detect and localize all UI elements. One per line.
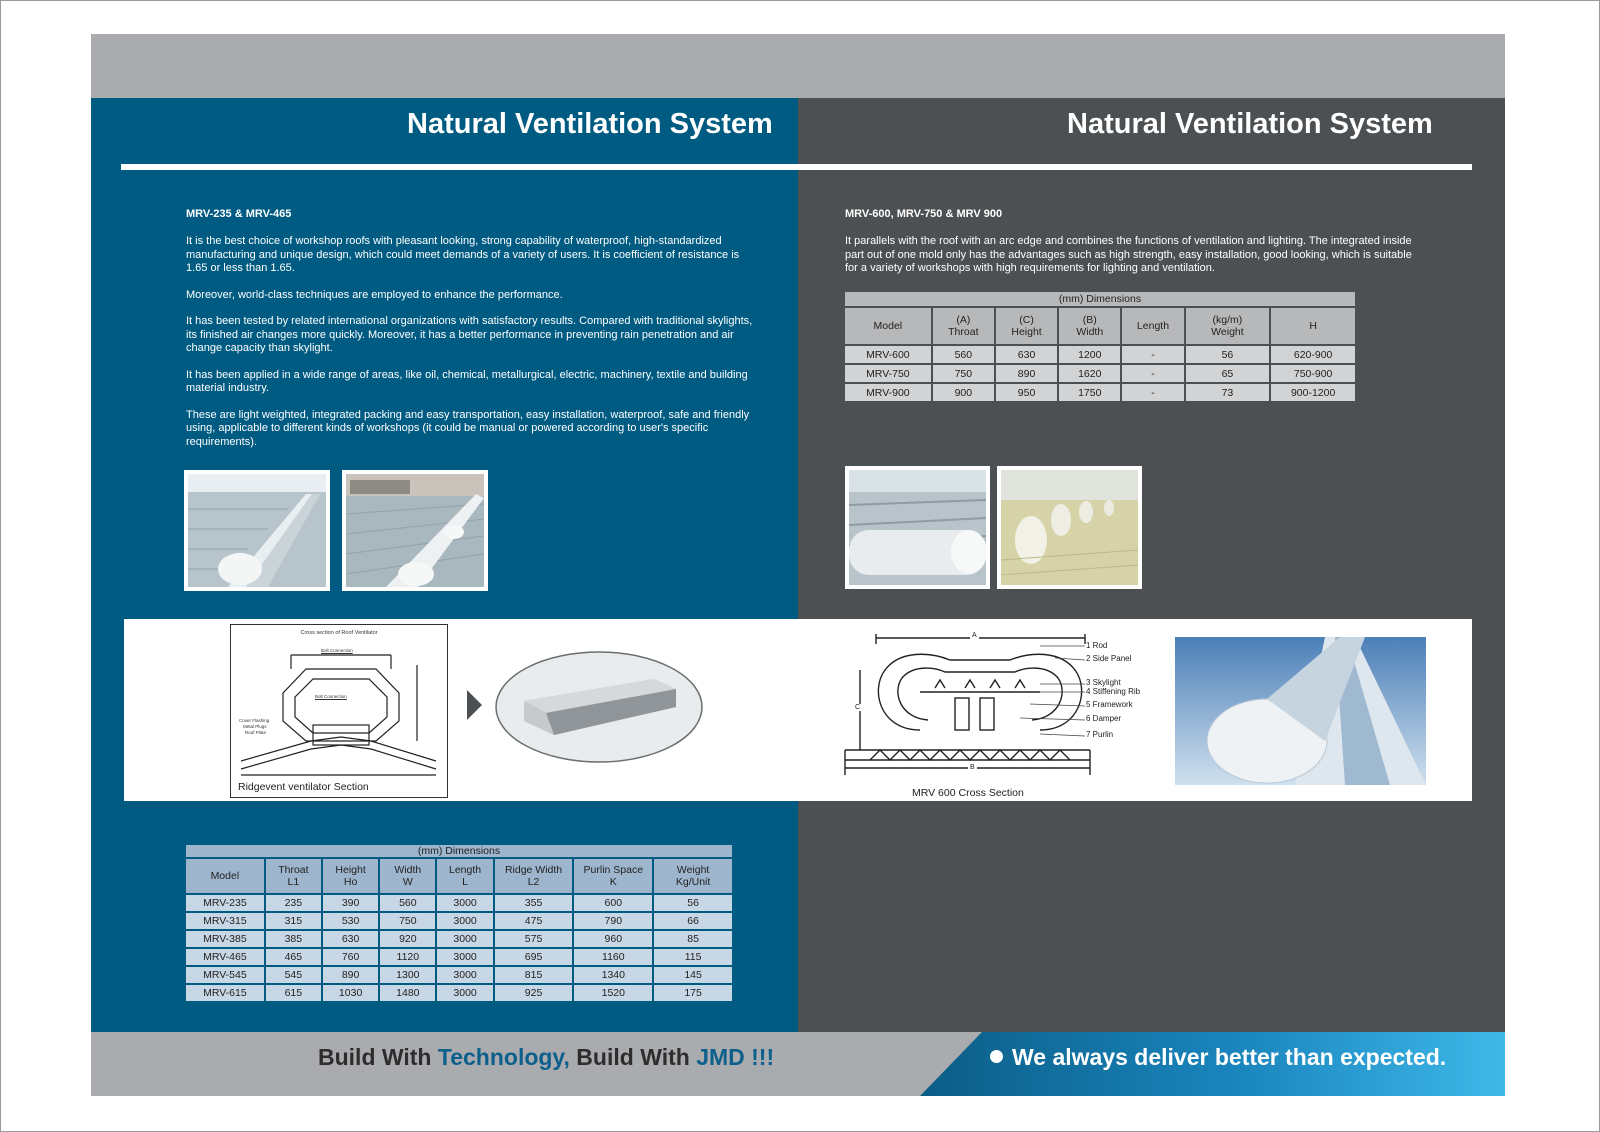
table-cell: 175 <box>654 985 732 1001</box>
header-line: L <box>462 876 468 888</box>
part-label: 2 Side Panel <box>1086 654 1132 663</box>
arrow-icon <box>467 690 482 720</box>
table-header <box>845 308 931 344</box>
table-row <box>186 931 732 947</box>
table-cell: 65 <box>1186 365 1270 382</box>
left-paragraph: It has been tested by related international organizations with satisfactory results. Compared with traditional skylights, its finished air changes more quickly. Moreover, it has a better performance in preventing rain penetration and air change capacity than skylight. <box>186 315 753 354</box>
table-cell: 760 <box>323 949 378 965</box>
header-line: Weight <box>676 864 710 876</box>
table-header <box>1271 308 1355 344</box>
table-row <box>845 384 1355 401</box>
table-header <box>380 859 435 893</box>
table-cell: 3000 <box>437 913 492 929</box>
table-cell: 530 <box>323 913 378 929</box>
dimension-label: C <box>855 704 861 711</box>
header-line: Ridge Width <box>504 864 563 876</box>
table-row <box>186 895 732 911</box>
table-row <box>845 365 1355 382</box>
table-cell: 815 <box>495 967 573 983</box>
table-cell: 600 <box>574 895 652 911</box>
diagram-label: Bolt Connection <box>315 694 347 699</box>
left-paragraph: It has been applied in a wide range of areas, like oil, chemical, metallurgical, electric, machinery, textile and building material industry. <box>186 368 748 394</box>
header-line: Height <box>1011 326 1042 338</box>
header-line: Width <box>394 864 422 876</box>
table-cell: 355 <box>495 895 573 911</box>
table-cell: 66 <box>654 913 732 929</box>
slogan-part: Build With <box>569 1044 697 1070</box>
table-cell: MRV-750 <box>845 365 931 382</box>
slogan-part: Technology, <box>437 1044 570 1070</box>
table-cell: 315 <box>266 913 321 929</box>
table-cell: 1120 <box>380 949 435 965</box>
table-header <box>1059 308 1120 344</box>
diagram-label: Metal Plugs <box>243 724 267 729</box>
part-label: 1 Rod <box>1086 641 1108 650</box>
table-cell: 1160 <box>574 949 652 965</box>
table-header <box>1122 308 1183 344</box>
table-cell: 900 <box>933 384 994 401</box>
part-label: 3 Skylight <box>1086 678 1121 687</box>
header-line: (B) <box>1082 314 1097 326</box>
table-cell: 615 <box>266 985 321 1001</box>
table-cell: 630 <box>323 931 378 947</box>
table-cell: 790 <box>574 913 652 929</box>
diagram-label: Roof Plate <box>245 730 267 735</box>
ridge-ventilator-render <box>494 651 704 764</box>
header-line: W <box>402 876 413 888</box>
header-line: Width <box>1076 326 1104 338</box>
mrv-skylight-render <box>1175 637 1426 785</box>
header-line: H <box>1309 320 1317 332</box>
table-cell: 385 <box>266 931 321 947</box>
left-paragraph: It is the best choice of workshop roofs with pleasant looking, strong capability of waterproof, high-standardized manufacturing and unique design, which could meet demands of a variety of users. It is coefficient of resistance is 1.65 or less than 1.65. <box>186 235 740 274</box>
diagram-label: Bolt Connection <box>321 648 353 653</box>
table-header <box>495 859 573 893</box>
table-group-header: (mm) Dimensions <box>186 845 732 857</box>
diagram-caption: Ridgevent ventilator Section <box>238 781 369 793</box>
table-header <box>266 859 321 893</box>
table-cell: 750 <box>380 913 435 929</box>
table-cell: - <box>1122 365 1183 382</box>
left-spec-table <box>184 843 734 1003</box>
table-cell: 1300 <box>380 967 435 983</box>
ventilator-closeup-photo <box>845 466 990 589</box>
table-cell: 630 <box>996 346 1057 363</box>
footer-tagline <box>990 1044 1446 1071</box>
table-cell: MRV-900 <box>845 384 931 401</box>
dimension-label: B <box>970 764 975 771</box>
mrv600-section-diagram <box>840 630 1160 800</box>
table-header <box>996 308 1057 344</box>
table-cell: 56 <box>1186 346 1270 363</box>
table-header <box>323 859 378 893</box>
header-line: (A) <box>956 314 971 326</box>
table-cell: - <box>1122 384 1183 401</box>
dimension-label: A <box>972 632 977 639</box>
table-cell: 1520 <box>574 985 652 1001</box>
ridgevent-section-diagram <box>230 624 448 798</box>
part-label: 5 Framework <box>1086 700 1133 709</box>
table-cell: MRV-235 <box>186 895 264 911</box>
table-cell: 235 <box>266 895 321 911</box>
table-header <box>574 859 652 893</box>
table-header <box>654 859 732 893</box>
table-cell: 475 <box>495 913 573 929</box>
header-line: Model <box>873 320 903 332</box>
roof-ventilators-photo <box>342 470 488 591</box>
table-cell: MRV-615 <box>186 985 264 1001</box>
header-line: Ho <box>343 876 358 888</box>
part-label: 7 Purlin <box>1086 730 1114 739</box>
header-line: Weight <box>1211 326 1244 338</box>
table-cell: 750 <box>933 365 994 382</box>
left-title: Natural Ventilation System <box>407 108 773 140</box>
table-cell: 890 <box>996 365 1057 382</box>
table-cell: 115 <box>654 949 732 965</box>
table-header <box>186 859 264 893</box>
left-paragraph: Moreover, world-class techniques are employed to enhance the performance. <box>186 288 563 301</box>
left-subtitle: MRV-235 & MRV-465 <box>186 208 292 220</box>
table-cell: 1750 <box>1059 384 1120 401</box>
table-cell: 890 <box>323 967 378 983</box>
table-row <box>845 346 1355 363</box>
table-cell: 950 <box>996 384 1057 401</box>
table-cell: 750-900 <box>1271 365 1355 382</box>
table-cell: 920 <box>380 931 435 947</box>
table-cell: MRV-600 <box>845 346 931 363</box>
table-cell: 3000 <box>437 931 492 947</box>
table-cell: 3000 <box>437 985 492 1001</box>
right-spec-table <box>843 290 1357 403</box>
table-header <box>437 859 492 893</box>
header-line: Throat <box>948 326 979 338</box>
table-cell: 960 <box>574 931 652 947</box>
right-title: Natural Ventilation System <box>1067 108 1433 140</box>
left-description <box>186 235 754 462</box>
header-line: (kg/m) <box>1212 314 1243 326</box>
table-cell: 3000 <box>437 949 492 965</box>
table-cell: 1620 <box>1059 365 1120 382</box>
header-line: Purlin Space <box>583 864 644 876</box>
right-subtitle: MRV-600, MRV-750 & MRV 900 <box>845 208 1003 220</box>
table-cell: 695 <box>495 949 573 965</box>
top-band <box>91 34 1505 98</box>
ridge-ventilator-photo <box>184 470 330 591</box>
header-line: Length <box>449 864 482 876</box>
table-cell: 575 <box>495 931 573 947</box>
table-cell: MRV-465 <box>186 949 264 965</box>
table-cell: 900-1200 <box>1271 384 1355 401</box>
diagram-title: Cross section of Roof Ventilator <box>300 630 378 636</box>
slogan-part: Build With <box>318 1044 438 1070</box>
right-paragraph: It parallels with the roof with an arc edge and combines the functions of ventilation and lighting. The integrated inside part out of one mold only has the advantages such as high strength, easy installation, good looking, which is suitable for a variety of workshops with high requirements for lighting and ventilation. <box>845 235 1412 274</box>
table-cell: 1480 <box>380 985 435 1001</box>
table-cell: 1200 <box>1059 346 1120 363</box>
table-header <box>933 308 994 344</box>
table-group-header: (mm) Dimensions <box>845 292 1355 306</box>
table-row <box>186 913 732 929</box>
header-line: Kg/Unit <box>675 876 711 888</box>
table-cell: 560 <box>933 346 994 363</box>
table-cell: 73 <box>1186 384 1270 401</box>
left-paragraph: These are light weighted, integrated packing and easy transportation, easy installation, waterproof, safe and friendly using, applicable to different kinds of workshops (it could be manual or powered according to user's specific requirements). <box>186 408 750 448</box>
table-cell: 545 <box>266 967 321 983</box>
diagram-caption: MRV 600 Cross Section <box>912 787 1024 799</box>
table-cell: 56 <box>654 895 732 911</box>
tagline-text: We always deliver better than expected. <box>1012 1044 1447 1070</box>
table-cell: 465 <box>266 949 321 965</box>
part-label: 4 Stiffening Rib <box>1086 687 1141 696</box>
ventilator-row-photo <box>997 466 1142 589</box>
table-cell: 3000 <box>437 967 492 983</box>
header-line: K <box>609 876 617 888</box>
table-cell: 620-900 <box>1271 346 1355 363</box>
title-rule <box>121 164 1472 170</box>
table-cell: MRV-315 <box>186 913 264 929</box>
table-cell: 85 <box>654 931 732 947</box>
table-row <box>186 967 732 983</box>
part-label: 6 Damper <box>1086 714 1122 723</box>
header-line: L2 <box>527 876 540 888</box>
table-row <box>186 949 732 965</box>
header-line: (C) <box>1019 314 1034 326</box>
table-cell: 3000 <box>437 895 492 911</box>
table-row <box>186 985 732 1001</box>
header-line: L1 <box>287 876 300 888</box>
table-cell: MRV-545 <box>186 967 264 983</box>
header-line: Model <box>210 870 240 882</box>
table-cell: 390 <box>323 895 378 911</box>
header-line: Length <box>1136 320 1170 332</box>
table-cell: 1340 <box>574 967 652 983</box>
diagram-label: Cover Flashing <box>239 718 270 723</box>
table-cell: 560 <box>380 895 435 911</box>
header-line: Throat <box>278 864 309 876</box>
table-cell: 925 <box>495 985 573 1001</box>
table-cell: 1030 <box>323 985 378 1001</box>
header-line: Height <box>335 864 366 876</box>
table-cell: - <box>1122 346 1183 363</box>
table-header <box>1186 308 1270 344</box>
table-cell: MRV-385 <box>186 931 264 947</box>
table-cell: 145 <box>654 967 732 983</box>
footer-slogan <box>318 1044 774 1071</box>
slogan-part: JMD !!! <box>696 1044 775 1070</box>
bullet-icon <box>990 1050 1003 1063</box>
